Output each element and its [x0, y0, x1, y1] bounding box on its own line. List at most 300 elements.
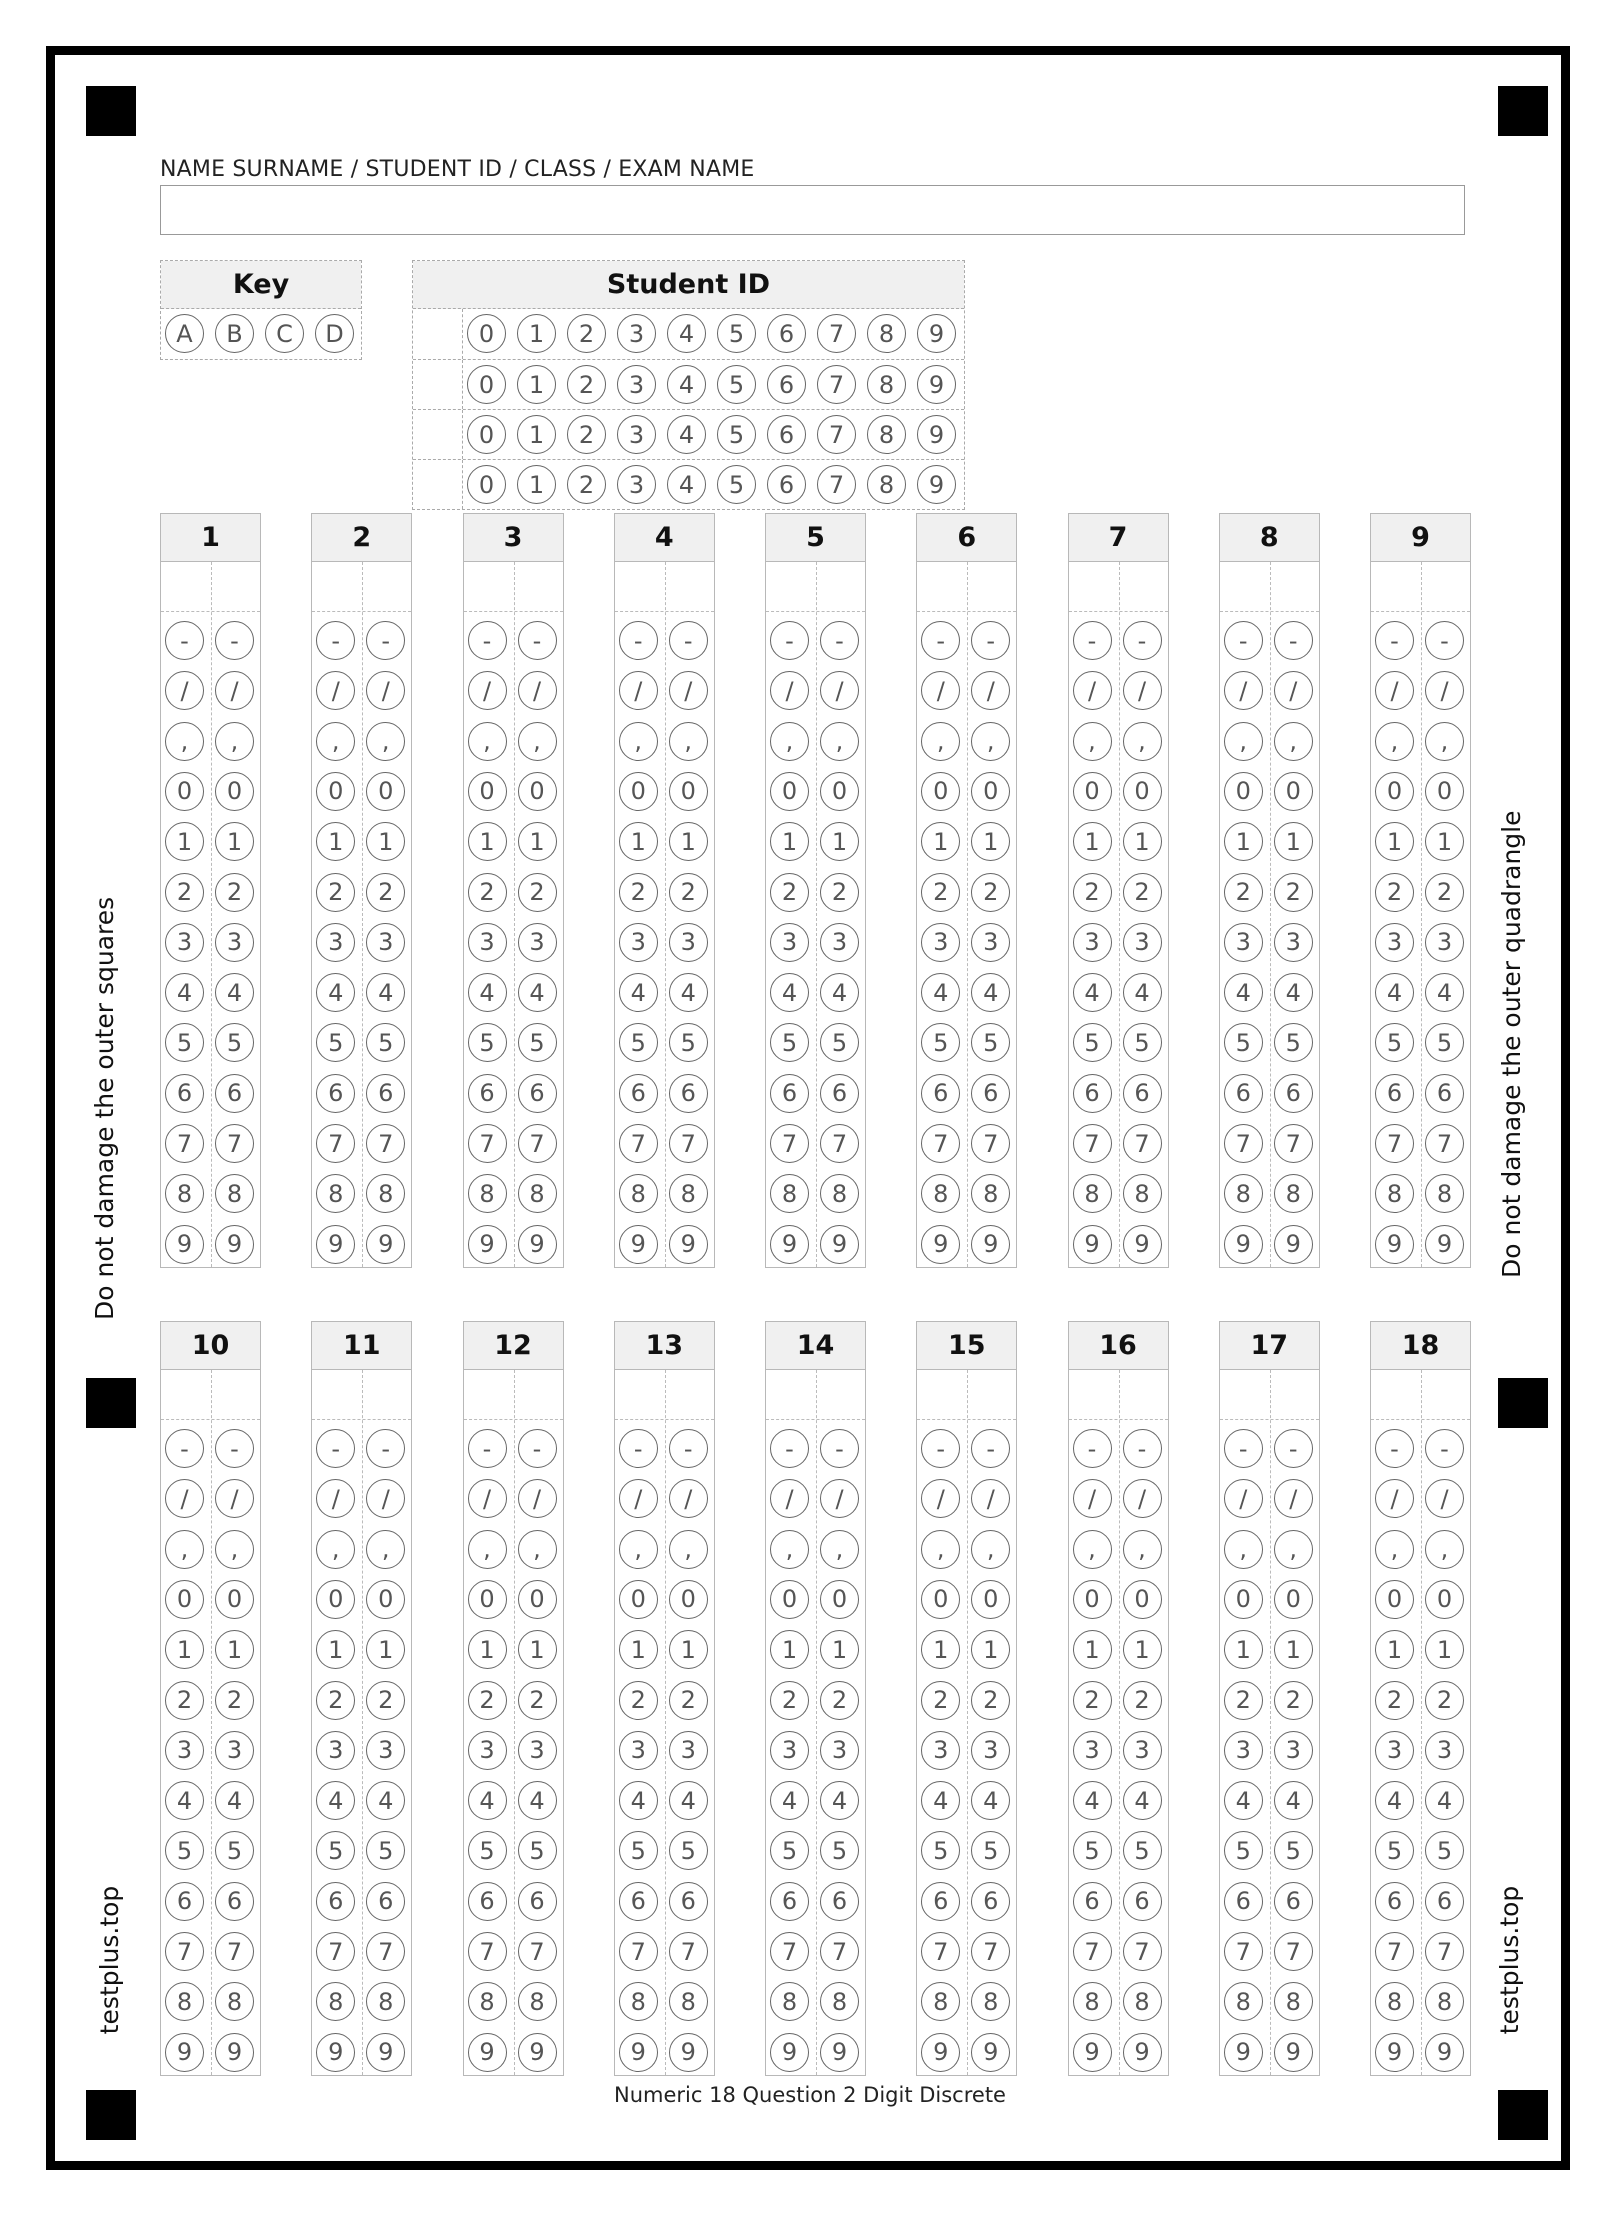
- answer-bubble[interactable]: /: [820, 1479, 859, 1518]
- answer-bubble[interactable]: 7: [1224, 1932, 1263, 1971]
- student-id-bubble-0[interactable]: 0: [467, 365, 506, 404]
- answer-bubble[interactable]: 4: [366, 1781, 405, 1820]
- answer-bubble[interactable]: ,: [1123, 1530, 1162, 1569]
- answer-bubble[interactable]: 7: [619, 1124, 658, 1163]
- answer-bubble[interactable]: 4: [1425, 1781, 1464, 1820]
- answer-bubble[interactable]: 0: [1123, 772, 1162, 811]
- answer-bubble[interactable]: 4: [971, 1781, 1010, 1820]
- answer-bubble[interactable]: ,: [921, 722, 960, 761]
- answer-bubble[interactable]: 3: [1425, 1731, 1464, 1770]
- answer-bubble[interactable]: 7: [1425, 1124, 1464, 1163]
- answer-bubble[interactable]: 1: [619, 822, 658, 861]
- answer-bubble[interactable]: 8: [1123, 1174, 1162, 1213]
- answer-bubble[interactable]: 6: [1123, 1074, 1162, 1113]
- student-id-bubble-5[interactable]: 5: [717, 465, 756, 504]
- answer-bubble[interactable]: ,: [770, 722, 809, 761]
- answer-bubble[interactable]: 3: [316, 1731, 355, 1770]
- student-id-bubble-7[interactable]: 7: [817, 465, 856, 504]
- answer-bubble[interactable]: 8: [518, 1982, 557, 2021]
- answer-bubble[interactable]: -: [669, 621, 708, 660]
- name-field[interactable]: [160, 185, 1465, 235]
- answer-bubble[interactable]: 2: [1425, 873, 1464, 912]
- answer-bubble[interactable]: 3: [1375, 923, 1414, 962]
- answer-bubble[interactable]: 0: [1073, 772, 1112, 811]
- answer-bubble[interactable]: 2: [1123, 1681, 1162, 1720]
- answer-bubble[interactable]: 0: [820, 1580, 859, 1619]
- answer-bubble[interactable]: 5: [921, 1831, 960, 1870]
- answer-bubble[interactable]: ,: [518, 1530, 557, 1569]
- answer-bubble[interactable]: 7: [468, 1932, 507, 1971]
- answer-bubble[interactable]: 9: [921, 2033, 960, 2072]
- answer-bubble[interactable]: 3: [215, 1731, 254, 1770]
- answer-bubble[interactable]: /: [669, 671, 708, 710]
- answer-bubble[interactable]: 8: [1073, 1982, 1112, 2021]
- answer-bubble[interactable]: 5: [366, 1023, 405, 1062]
- answer-bubble[interactable]: 0: [1375, 772, 1414, 811]
- answer-bubble[interactable]: 7: [820, 1124, 859, 1163]
- answer-bubble[interactable]: 6: [1274, 1074, 1313, 1113]
- answer-bubble[interactable]: 3: [366, 923, 405, 962]
- answer-bubble[interactable]: 7: [770, 1932, 809, 1971]
- answer-bubble[interactable]: ,: [1073, 722, 1112, 761]
- answer-bubble[interactable]: 0: [971, 1580, 1010, 1619]
- student-id-bubble-2[interactable]: 2: [567, 465, 606, 504]
- answer-bubble[interactable]: 9: [1375, 2033, 1414, 2072]
- answer-bubble[interactable]: /: [770, 1479, 809, 1518]
- answer-bubble[interactable]: 4: [770, 1781, 809, 1820]
- answer-bubble[interactable]: 4: [468, 973, 507, 1012]
- answer-bubble[interactable]: 5: [316, 1831, 355, 1870]
- answer-bubble[interactable]: 1: [1375, 822, 1414, 861]
- student-id-bubble-9[interactable]: 9: [917, 415, 956, 454]
- answer-bubble[interactable]: /: [1224, 671, 1263, 710]
- answer-bubble[interactable]: -: [820, 621, 859, 660]
- answer-bubble[interactable]: /: [1375, 1479, 1414, 1518]
- answer-bubble[interactable]: 5: [1375, 1023, 1414, 1062]
- answer-bubble[interactable]: 3: [1073, 1731, 1112, 1770]
- answer-bubble[interactable]: -: [971, 621, 1010, 660]
- answer-bubble[interactable]: 5: [669, 1023, 708, 1062]
- answer-bubble[interactable]: 5: [971, 1023, 1010, 1062]
- answer-bubble[interactable]: /: [1123, 1479, 1162, 1518]
- answer-bubble[interactable]: 8: [921, 1174, 960, 1213]
- answer-bubble[interactable]: 9: [316, 2033, 355, 2072]
- answer-bubble[interactable]: /: [468, 1479, 507, 1518]
- answer-bubble[interactable]: -: [1375, 621, 1414, 660]
- answer-bubble[interactable]: 5: [619, 1023, 658, 1062]
- answer-bubble[interactable]: 6: [1073, 1074, 1112, 1113]
- answer-bubble[interactable]: 6: [1224, 1074, 1263, 1113]
- answer-bubble[interactable]: 1: [921, 822, 960, 861]
- answer-bubble[interactable]: 9: [518, 2033, 557, 2072]
- answer-bubble[interactable]: 2: [1425, 1681, 1464, 1720]
- answer-bubble[interactable]: 1: [669, 822, 708, 861]
- answer-bubble[interactable]: 6: [215, 1074, 254, 1113]
- answer-bubble[interactable]: /: [215, 1479, 254, 1518]
- answer-bubble[interactable]: -: [619, 621, 658, 660]
- answer-bubble[interactable]: 3: [468, 1731, 507, 1770]
- answer-bubble[interactable]: 4: [1375, 973, 1414, 1012]
- answer-bubble[interactable]: -: [1073, 621, 1112, 660]
- answer-bubble[interactable]: -: [1073, 1429, 1112, 1468]
- answer-bubble[interactable]: 9: [1274, 2033, 1313, 2072]
- answer-bubble[interactable]: 9: [1425, 1225, 1464, 1264]
- answer-bubble[interactable]: ,: [165, 1530, 204, 1569]
- answer-bubble[interactable]: ,: [1123, 722, 1162, 761]
- student-id-bubble-8[interactable]: 8: [867, 365, 906, 404]
- answer-bubble[interactable]: ,: [820, 722, 859, 761]
- answer-bubble[interactable]: 3: [619, 923, 658, 962]
- answer-bubble[interactable]: ,: [1425, 1530, 1464, 1569]
- answer-bubble[interactable]: 7: [316, 1932, 355, 1971]
- answer-bubble[interactable]: 4: [820, 1781, 859, 1820]
- answer-bubble[interactable]: 9: [316, 1225, 355, 1264]
- answer-bubble[interactable]: -: [1375, 1429, 1414, 1468]
- answer-bubble[interactable]: -: [366, 621, 405, 660]
- student-id-bubble-9[interactable]: 9: [917, 465, 956, 504]
- answer-bubble[interactable]: 0: [820, 772, 859, 811]
- student-id-bubble-1[interactable]: 1: [517, 465, 556, 504]
- answer-bubble[interactable]: 5: [366, 1831, 405, 1870]
- answer-bubble[interactable]: 2: [770, 873, 809, 912]
- answer-bubble[interactable]: 3: [820, 923, 859, 962]
- answer-bubble[interactable]: 2: [165, 1681, 204, 1720]
- answer-bubble[interactable]: 5: [468, 1831, 507, 1870]
- answer-bubble[interactable]: 2: [921, 1681, 960, 1720]
- answer-bubble[interactable]: 7: [921, 1932, 960, 1971]
- answer-bubble[interactable]: 7: [1073, 1932, 1112, 1971]
- answer-bubble[interactable]: 1: [770, 1630, 809, 1669]
- answer-bubble[interactable]: 3: [1224, 923, 1263, 962]
- answer-bubble[interactable]: /: [366, 1479, 405, 1518]
- answer-bubble[interactable]: 6: [1274, 1882, 1313, 1921]
- answer-bubble[interactable]: -: [215, 1429, 254, 1468]
- answer-bubble[interactable]: 5: [921, 1023, 960, 1062]
- answer-bubble[interactable]: 8: [165, 1174, 204, 1213]
- answer-bubble[interactable]: 4: [215, 973, 254, 1012]
- answer-bubble[interactable]: 1: [820, 822, 859, 861]
- answer-bubble[interactable]: -: [669, 1429, 708, 1468]
- answer-bubble[interactable]: 6: [1425, 1074, 1464, 1113]
- answer-bubble[interactable]: 8: [619, 1174, 658, 1213]
- answer-bubble[interactable]: ,: [1274, 1530, 1313, 1569]
- answer-bubble[interactable]: 7: [366, 1124, 405, 1163]
- answer-bubble[interactable]: 1: [366, 1630, 405, 1669]
- answer-bubble[interactable]: 6: [971, 1882, 1010, 1921]
- answer-bubble[interactable]: 1: [820, 1630, 859, 1669]
- answer-bubble[interactable]: 7: [165, 1124, 204, 1163]
- answer-bubble[interactable]: ,: [971, 722, 1010, 761]
- answer-bubble[interactable]: 5: [1123, 1023, 1162, 1062]
- answer-bubble[interactable]: 0: [1073, 1580, 1112, 1619]
- answer-bubble[interactable]: -: [468, 1429, 507, 1468]
- answer-bubble[interactable]: 0: [165, 772, 204, 811]
- answer-bubble[interactable]: 5: [215, 1831, 254, 1870]
- answer-bubble[interactable]: /: [971, 671, 1010, 710]
- answer-bubble[interactable]: 0: [1375, 1580, 1414, 1619]
- answer-bubble[interactable]: 3: [1073, 923, 1112, 962]
- answer-bubble[interactable]: 2: [366, 873, 405, 912]
- answer-bubble[interactable]: 1: [165, 1630, 204, 1669]
- key-bubble-d[interactable]: D: [315, 314, 354, 353]
- answer-bubble[interactable]: 8: [366, 1982, 405, 2021]
- answer-bubble[interactable]: 1: [468, 1630, 507, 1669]
- answer-bubble[interactable]: ,: [518, 722, 557, 761]
- answer-bubble[interactable]: ,: [366, 722, 405, 761]
- answer-bubble[interactable]: 3: [1123, 923, 1162, 962]
- answer-bubble[interactable]: 0: [669, 1580, 708, 1619]
- answer-bubble[interactable]: 1: [1274, 822, 1313, 861]
- answer-bubble[interactable]: 4: [1274, 1781, 1313, 1820]
- answer-bubble[interactable]: 3: [1123, 1731, 1162, 1770]
- answer-bubble[interactable]: 1: [518, 1630, 557, 1669]
- answer-bubble[interactable]: 8: [619, 1982, 658, 2021]
- answer-bubble[interactable]: 1: [366, 822, 405, 861]
- answer-bubble[interactable]: 8: [468, 1174, 507, 1213]
- answer-bubble[interactable]: 1: [215, 822, 254, 861]
- answer-bubble[interactable]: 7: [1224, 1124, 1263, 1163]
- answer-bubble[interactable]: /: [316, 1479, 355, 1518]
- answer-bubble[interactable]: ,: [1224, 722, 1263, 761]
- answer-bubble[interactable]: 0: [366, 772, 405, 811]
- answer-bubble[interactable]: 0: [316, 772, 355, 811]
- student-id-bubble-2[interactable]: 2: [567, 415, 606, 454]
- answer-bubble[interactable]: 0: [518, 772, 557, 811]
- answer-bubble[interactable]: 4: [669, 1781, 708, 1820]
- answer-bubble[interactable]: 7: [366, 1932, 405, 1971]
- answer-bubble[interactable]: 5: [1274, 1831, 1313, 1870]
- answer-bubble[interactable]: -: [1224, 1429, 1263, 1468]
- answer-bubble[interactable]: -: [921, 621, 960, 660]
- answer-bubble[interactable]: 8: [921, 1982, 960, 2021]
- answer-bubble[interactable]: 8: [316, 1174, 355, 1213]
- student-id-bubble-7[interactable]: 7: [817, 365, 856, 404]
- answer-bubble[interactable]: 6: [921, 1882, 960, 1921]
- student-id-bubble-1[interactable]: 1: [517, 314, 556, 353]
- answer-bubble[interactable]: 7: [468, 1124, 507, 1163]
- answer-bubble[interactable]: 3: [971, 1731, 1010, 1770]
- answer-bubble[interactable]: ,: [366, 1530, 405, 1569]
- answer-bubble[interactable]: 4: [1123, 973, 1162, 1012]
- answer-bubble[interactable]: 2: [1375, 873, 1414, 912]
- answer-bubble[interactable]: 8: [518, 1174, 557, 1213]
- answer-bubble[interactable]: 3: [165, 923, 204, 962]
- answer-bubble[interactable]: 5: [1425, 1023, 1464, 1062]
- student-id-bubble-5[interactable]: 5: [717, 314, 756, 353]
- answer-bubble[interactable]: 6: [1425, 1882, 1464, 1921]
- answer-bubble[interactable]: 5: [215, 1023, 254, 1062]
- answer-bubble[interactable]: /: [1274, 671, 1313, 710]
- answer-bubble[interactable]: 3: [820, 1731, 859, 1770]
- answer-bubble[interactable]: 2: [468, 873, 507, 912]
- answer-bubble[interactable]: 8: [820, 1174, 859, 1213]
- answer-bubble[interactable]: 8: [770, 1174, 809, 1213]
- answer-bubble[interactable]: 5: [316, 1023, 355, 1062]
- student-id-bubble-3[interactable]: 3: [617, 365, 656, 404]
- answer-bubble[interactable]: 1: [1123, 1630, 1162, 1669]
- answer-bubble[interactable]: 4: [1224, 1781, 1263, 1820]
- student-id-bubble-8[interactable]: 8: [867, 415, 906, 454]
- answer-bubble[interactable]: ,: [1425, 722, 1464, 761]
- answer-bubble[interactable]: 6: [366, 1882, 405, 1921]
- answer-bubble[interactable]: 5: [820, 1023, 859, 1062]
- answer-bubble[interactable]: 0: [921, 772, 960, 811]
- student-id-bubble-4[interactable]: 4: [667, 465, 706, 504]
- answer-bubble[interactable]: 7: [669, 1124, 708, 1163]
- answer-bubble[interactable]: -: [619, 1429, 658, 1468]
- answer-bubble[interactable]: 9: [1425, 2033, 1464, 2072]
- answer-bubble[interactable]: 2: [165, 873, 204, 912]
- answer-bubble[interactable]: ,: [1073, 1530, 1112, 1569]
- answer-bubble[interactable]: /: [669, 1479, 708, 1518]
- answer-bubble[interactable]: 2: [619, 873, 658, 912]
- answer-bubble[interactable]: 6: [1375, 1882, 1414, 1921]
- answer-bubble[interactable]: 4: [971, 973, 1010, 1012]
- answer-bubble[interactable]: 9: [1375, 1225, 1414, 1264]
- answer-bubble[interactable]: 6: [921, 1074, 960, 1113]
- answer-bubble[interactable]: 5: [820, 1831, 859, 1870]
- answer-bubble[interactable]: 2: [215, 1681, 254, 1720]
- answer-bubble[interactable]: 7: [1274, 1932, 1313, 1971]
- answer-bubble[interactable]: 0: [316, 1580, 355, 1619]
- answer-bubble[interactable]: 6: [971, 1074, 1010, 1113]
- answer-bubble[interactable]: 1: [316, 822, 355, 861]
- answer-bubble[interactable]: /: [921, 1479, 960, 1518]
- answer-bubble[interactable]: 9: [366, 2033, 405, 2072]
- answer-bubble[interactable]: 3: [316, 923, 355, 962]
- answer-bubble[interactable]: 4: [770, 973, 809, 1012]
- answer-bubble[interactable]: 0: [669, 772, 708, 811]
- answer-bubble[interactable]: 1: [921, 1630, 960, 1669]
- answer-bubble[interactable]: 2: [316, 1681, 355, 1720]
- answer-bubble[interactable]: 2: [468, 1681, 507, 1720]
- answer-bubble[interactable]: 1: [1073, 1630, 1112, 1669]
- answer-bubble[interactable]: 2: [215, 873, 254, 912]
- answer-bubble[interactable]: /: [165, 1479, 204, 1518]
- answer-bubble[interactable]: 4: [316, 1781, 355, 1820]
- answer-bubble[interactable]: 0: [1224, 1580, 1263, 1619]
- answer-bubble[interactable]: 8: [1224, 1982, 1263, 2021]
- answer-bubble[interactable]: 1: [1224, 822, 1263, 861]
- student-id-bubble-2[interactable]: 2: [567, 314, 606, 353]
- answer-bubble[interactable]: 7: [1375, 1932, 1414, 1971]
- answer-bubble[interactable]: -: [215, 621, 254, 660]
- answer-bubble[interactable]: 6: [1375, 1074, 1414, 1113]
- answer-bubble[interactable]: /: [1375, 671, 1414, 710]
- answer-bubble[interactable]: -: [366, 1429, 405, 1468]
- answer-bubble[interactable]: 3: [518, 1731, 557, 1770]
- student-id-bubble-6[interactable]: 6: [767, 415, 806, 454]
- answer-bubble[interactable]: /: [619, 1479, 658, 1518]
- answer-bubble[interactable]: 1: [619, 1630, 658, 1669]
- answer-bubble[interactable]: ,: [215, 722, 254, 761]
- student-id-bubble-9[interactable]: 9: [917, 314, 956, 353]
- answer-bubble[interactable]: /: [165, 671, 204, 710]
- answer-bubble[interactable]: 0: [770, 772, 809, 811]
- student-id-bubble-4[interactable]: 4: [667, 365, 706, 404]
- student-id-bubble-4[interactable]: 4: [667, 314, 706, 353]
- answer-bubble[interactable]: 6: [165, 1074, 204, 1113]
- answer-bubble[interactable]: 3: [669, 923, 708, 962]
- answer-bubble[interactable]: /: [1073, 671, 1112, 710]
- answer-bubble[interactable]: 7: [215, 1932, 254, 1971]
- answer-bubble[interactable]: 9: [820, 2033, 859, 2072]
- answer-bubble[interactable]: 8: [1375, 1982, 1414, 2021]
- answer-bubble[interactable]: 9: [1123, 2033, 1162, 2072]
- student-id-bubble-5[interactable]: 5: [717, 365, 756, 404]
- answer-bubble[interactable]: /: [820, 671, 859, 710]
- student-id-bubble-2[interactable]: 2: [567, 365, 606, 404]
- answer-bubble[interactable]: 0: [619, 1580, 658, 1619]
- answer-bubble[interactable]: 8: [1425, 1982, 1464, 2021]
- answer-bubble[interactable]: ,: [669, 1530, 708, 1569]
- answer-bubble[interactable]: 0: [468, 772, 507, 811]
- answer-bubble[interactable]: -: [921, 1429, 960, 1468]
- answer-bubble[interactable]: ,: [316, 722, 355, 761]
- answer-bubble[interactable]: ,: [669, 722, 708, 761]
- answer-bubble[interactable]: 5: [770, 1831, 809, 1870]
- answer-bubble[interactable]: 0: [971, 772, 1010, 811]
- answer-bubble[interactable]: ,: [619, 1530, 658, 1569]
- answer-bubble[interactable]: 5: [971, 1831, 1010, 1870]
- answer-bubble[interactable]: 9: [1073, 2033, 1112, 2072]
- answer-bubble[interactable]: 9: [971, 2033, 1010, 2072]
- answer-bubble[interactable]: 2: [1224, 873, 1263, 912]
- answer-bubble[interactable]: 5: [165, 1023, 204, 1062]
- answer-bubble[interactable]: 6: [820, 1074, 859, 1113]
- answer-bubble[interactable]: 0: [1274, 1580, 1313, 1619]
- student-id-bubble-7[interactable]: 7: [817, 415, 856, 454]
- answer-bubble[interactable]: -: [1123, 1429, 1162, 1468]
- answer-bubble[interactable]: 9: [366, 1225, 405, 1264]
- answer-bubble[interactable]: 1: [1375, 1630, 1414, 1669]
- answer-bubble[interactable]: 9: [820, 1225, 859, 1264]
- answer-bubble[interactable]: 3: [1274, 923, 1313, 962]
- answer-bubble[interactable]: 7: [820, 1932, 859, 1971]
- answer-bubble[interactable]: 2: [1073, 873, 1112, 912]
- answer-bubble[interactable]: 6: [518, 1882, 557, 1921]
- answer-bubble[interactable]: 1: [468, 822, 507, 861]
- answer-bubble[interactable]: 0: [215, 1580, 254, 1619]
- answer-bubble[interactable]: 6: [316, 1074, 355, 1113]
- key-bubble-a[interactable]: A: [165, 314, 204, 353]
- answer-bubble[interactable]: 4: [1425, 973, 1464, 1012]
- answer-bubble[interactable]: 4: [165, 973, 204, 1012]
- answer-bubble[interactable]: 6: [165, 1882, 204, 1921]
- answer-bubble[interactable]: /: [316, 671, 355, 710]
- answer-bubble[interactable]: 7: [316, 1124, 355, 1163]
- student-id-bubble-1[interactable]: 1: [517, 365, 556, 404]
- answer-bubble[interactable]: -: [1224, 621, 1263, 660]
- answer-bubble[interactable]: ,: [1375, 1530, 1414, 1569]
- answer-bubble[interactable]: 9: [921, 1225, 960, 1264]
- student-id-bubble-0[interactable]: 0: [467, 314, 506, 353]
- answer-bubble[interactable]: 2: [971, 873, 1010, 912]
- answer-bubble[interactable]: 6: [1123, 1882, 1162, 1921]
- answer-bubble[interactable]: 5: [770, 1023, 809, 1062]
- answer-bubble[interactable]: ,: [1375, 722, 1414, 761]
- answer-bubble[interactable]: 0: [1224, 772, 1263, 811]
- answer-bubble[interactable]: 7: [165, 1932, 204, 1971]
- answer-bubble[interactable]: 6: [820, 1882, 859, 1921]
- answer-bubble[interactable]: 0: [366, 1580, 405, 1619]
- answer-bubble[interactable]: -: [1274, 1429, 1313, 1468]
- answer-bubble[interactable]: 7: [770, 1124, 809, 1163]
- answer-bubble[interactable]: ,: [316, 1530, 355, 1569]
- answer-bubble[interactable]: 9: [165, 1225, 204, 1264]
- answer-bubble[interactable]: 4: [1123, 1781, 1162, 1820]
- answer-bubble[interactable]: 7: [518, 1932, 557, 1971]
